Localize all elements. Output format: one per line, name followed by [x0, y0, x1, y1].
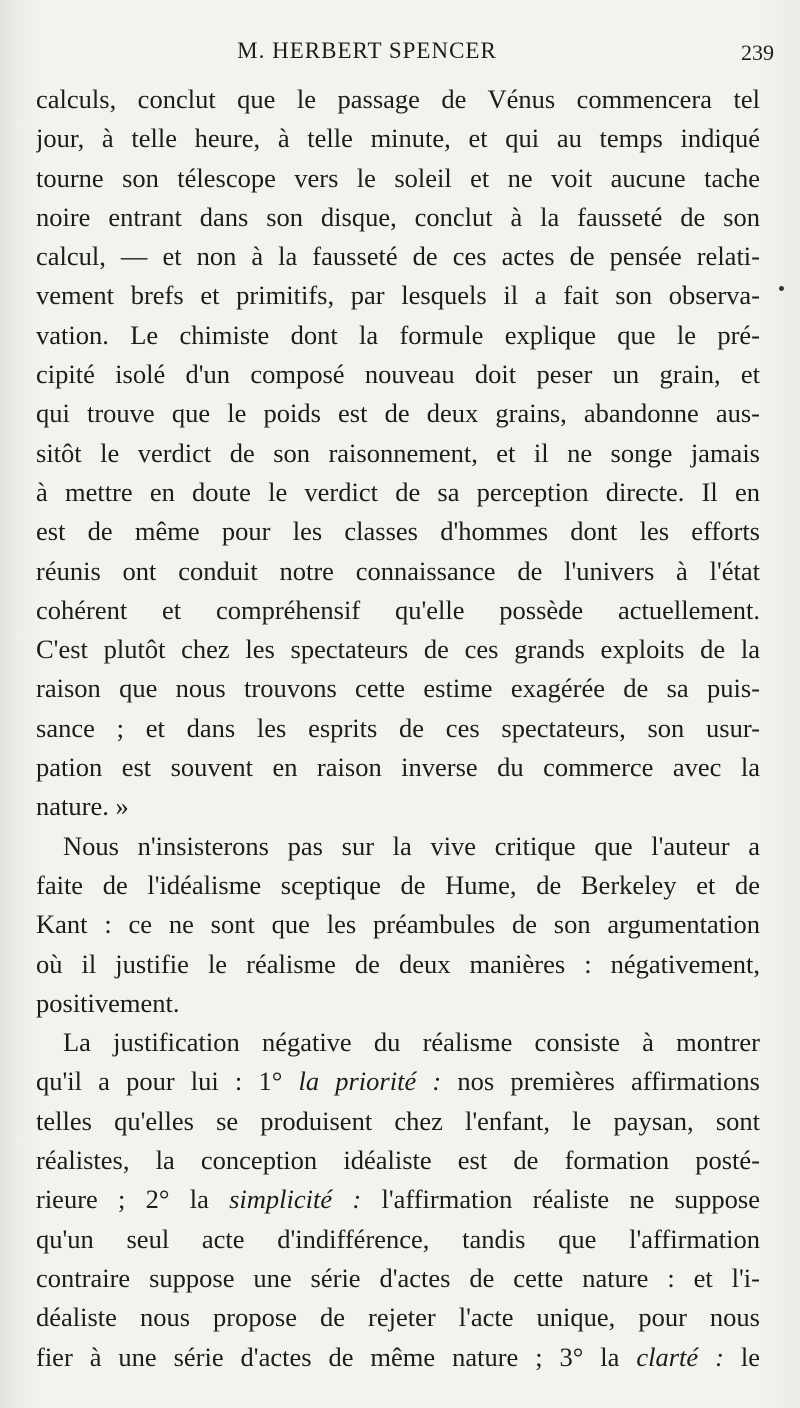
text-line [36, 1180, 760, 1219]
text-segment: l'affirmation réaliste ne suppose [361, 1184, 760, 1215]
text-line: qui trouve que le poids est de deux grains, abandonne aus- [36, 398, 760, 429]
text-line: positivement. [36, 987, 180, 1018]
text-line: cipité isolé d'un composé nouveau doit peser un grain, et [36, 359, 760, 390]
text-line: calculs, conclut que le passage de Vénus commencera tel [36, 84, 760, 114]
italic-term-clarte: clarté : [636, 1341, 724, 1372]
text-line: cohérent et compréhensif qu'elle possède actuellement. [36, 594, 760, 625]
paragraph-first-line: Nous n'insisterons pas sur la vive critique que l'auteur a [63, 830, 760, 861]
text-line [36, 1062, 760, 1101]
text-line: faite de l'idéalisme sceptique de Hume, de Berkeley et de [36, 869, 760, 900]
text-line [36, 1338, 760, 1377]
text-line: réalistes, la conception idéaliste est de formation posté- [36, 1145, 760, 1176]
text-line: tourne son télescope vers le soleil et ne voit aucune tache [36, 162, 760, 193]
text-line: vement brefs et primitifs, par lesquels il a fait son observa- [36, 280, 760, 311]
text-line: C'est plutôt chez les spectateurs de ces grands exploits de la [36, 634, 760, 665]
text-line: calcul, — et non à la fausseté de ces actes de pensée relati- [36, 241, 760, 272]
text-segment: qu'il a pour lui : 1° [36, 1066, 299, 1097]
text-line: Kant : ce ne sont que les préambules de son argumentation [36, 909, 760, 940]
text-line: réunis ont conduit notre connaissance de l'univers à l'état [36, 555, 760, 586]
ink-speck [779, 286, 784, 291]
text-line: pation est souvent en raison inverse du commerce avec la [36, 752, 760, 783]
text-line: raison que nous trouvons cette estime exagérée de sa puis- [36, 673, 760, 704]
text-segment: le [723, 1341, 760, 1372]
running-title: M. HERBERT SPENCER [237, 38, 497, 63]
text-line: qu'un seul acte d'indifférence, tandis que l'affirmation [36, 1223, 760, 1254]
text-line: telles qu'elles se produisent chez l'enfant, le paysan, sont [36, 1105, 760, 1136]
text-line: vation. Le chimiste dont la formule explique que le pré- [36, 319, 760, 350]
text-line: sance ; et dans les esprits de ces spectateurs, son usur- [36, 712, 760, 743]
text-line: nature. » [36, 791, 129, 822]
text-line: noire entrant dans son disque, conclut à la fausseté de son [36, 201, 760, 232]
body-text [36, 80, 760, 1377]
text-line: sitôt le verdict de son raisonnement, et il ne songe jamais [36, 437, 760, 468]
italic-term-simplicite: simplicité : [229, 1184, 362, 1215]
text-segment: fier à une série d'actes de même nature ; 3° la [36, 1341, 637, 1372]
page-header [34, 36, 774, 70]
text-line: déaliste nous propose de rejeter l'acte unique, pour nous [36, 1302, 760, 1333]
text-line: est de même pour les classes d'hommes dont les efforts [36, 516, 760, 547]
text-segment: rieure ; 2° la [36, 1184, 230, 1215]
text-line: où il justifie le réalisme de deux manières : négativement, [36, 948, 760, 979]
text-line: à mettre en doute le verdict de sa perception directe. Il en [36, 476, 760, 507]
page-number: 239 [741, 40, 774, 65]
text-line: contraire suppose une série d'actes de cette nature : et l'i- [36, 1262, 760, 1293]
text-line: jour, à telle heure, à telle minute, et qui au temps indiqué [36, 123, 760, 154]
italic-term-priorite: la priorité : [298, 1066, 442, 1097]
text-segment: nos premières affirmations [441, 1066, 760, 1097]
paragraph-first-line: La justification négative du réalisme consiste à montrer [63, 1027, 760, 1058]
